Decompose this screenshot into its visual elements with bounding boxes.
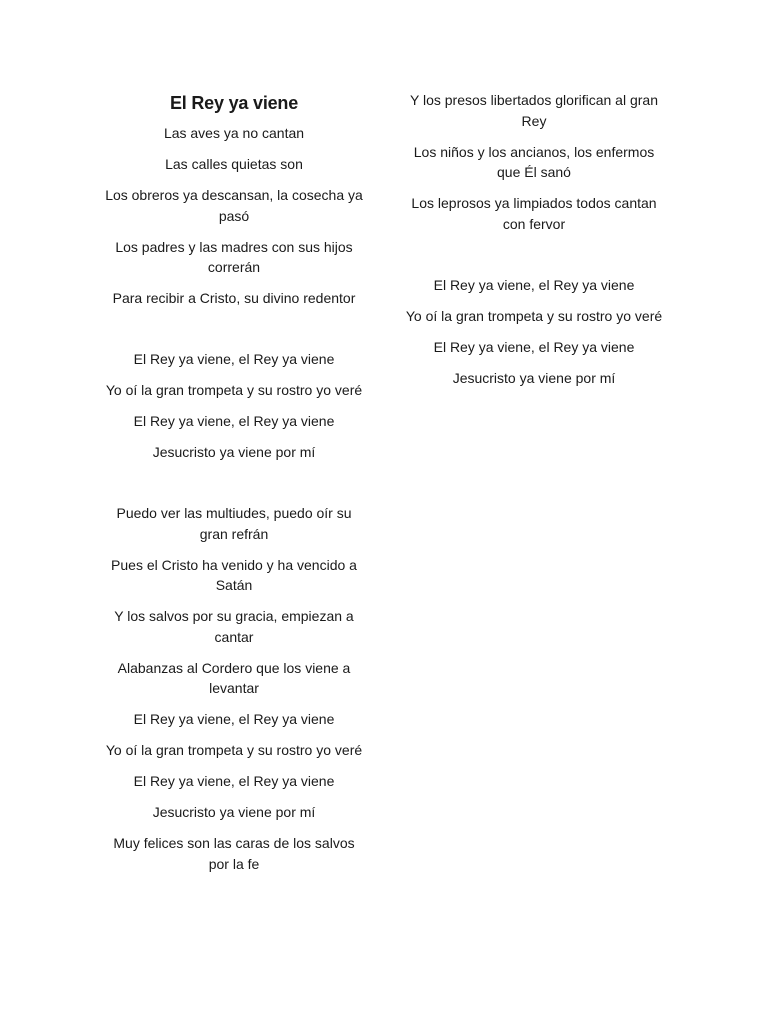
lyric-line: Jesucristo ya viene por mí — [152, 804, 316, 820]
lyric-line: El Rey ya viene, el Rey ya viene — [433, 276, 635, 293]
lyric-line: Yo oí la gran trompeta y su rostro yo veré — [105, 382, 363, 398]
lyric-line: El Rey ya viene, el Rey ya viene — [133, 351, 335, 367]
lyric-line: Y los salvos por su gracia, empiezan a cantar — [114, 608, 354, 645]
stanza-break — [104, 319, 364, 349]
stanza-break — [404, 245, 664, 275]
song-title: El Rey ya viene — [169, 93, 299, 113]
lyric-line: Muy felices son las caras de los salvos por la fe — [113, 835, 355, 872]
lyric-line: Los obreros ya descansan, la cosecha ya pasó — [105, 187, 363, 224]
lyric-line: Las aves ya no cantan — [163, 125, 305, 141]
lyric-line: El Rey ya viene, el Rey ya viene — [133, 413, 335, 429]
right-column — [404, 90, 664, 399]
lyric-line: Puedo ver las multiudes, puedo oír su gran refrán — [116, 505, 352, 542]
lyric-line: Y los presos libertados glorifican al gran Rey — [410, 92, 658, 129]
left-column — [104, 90, 364, 885]
lyric-line: El Rey ya viene, el Rey ya viene — [133, 711, 335, 727]
lyric-line: Jesucristo ya viene por mí — [152, 444, 316, 460]
right-lyrics — [404, 90, 664, 388]
lyric-line: Yo oí la gran trompeta y su rostro yo veré — [105, 742, 363, 758]
lyric-line: Alabanzas al Cordero que los viene a levantar — [117, 659, 351, 696]
lyric-line: Las calles quietas son — [165, 156, 303, 172]
lyric-line: Los leprosos ya limpiados todos cantan con fervor — [411, 195, 657, 232]
lyric-line: Los padres y las madres con sus hijos correrán — [115, 238, 353, 275]
lyric-line: Los niños y los ancianos, los enfermos que Él sanó — [413, 143, 655, 180]
lyric-line: Jesucristo ya viene por mí — [452, 369, 616, 386]
lyric-line: Yo oí la gran trompeta y su rostro yo veré — [405, 307, 663, 324]
lyric-line: El Rey ya viene, el Rey ya viene — [433, 338, 635, 355]
lyric-line: El Rey ya viene, el Rey ya viene — [133, 773, 335, 789]
lyric-line: Para recibir a Cristo, su divino redentor — [112, 290, 356, 306]
stanza-break — [104, 473, 364, 503]
left-lyrics — [104, 123, 364, 874]
lyric-line: Pues el Cristo ha venido y ha vencido a Satán — [111, 556, 357, 593]
